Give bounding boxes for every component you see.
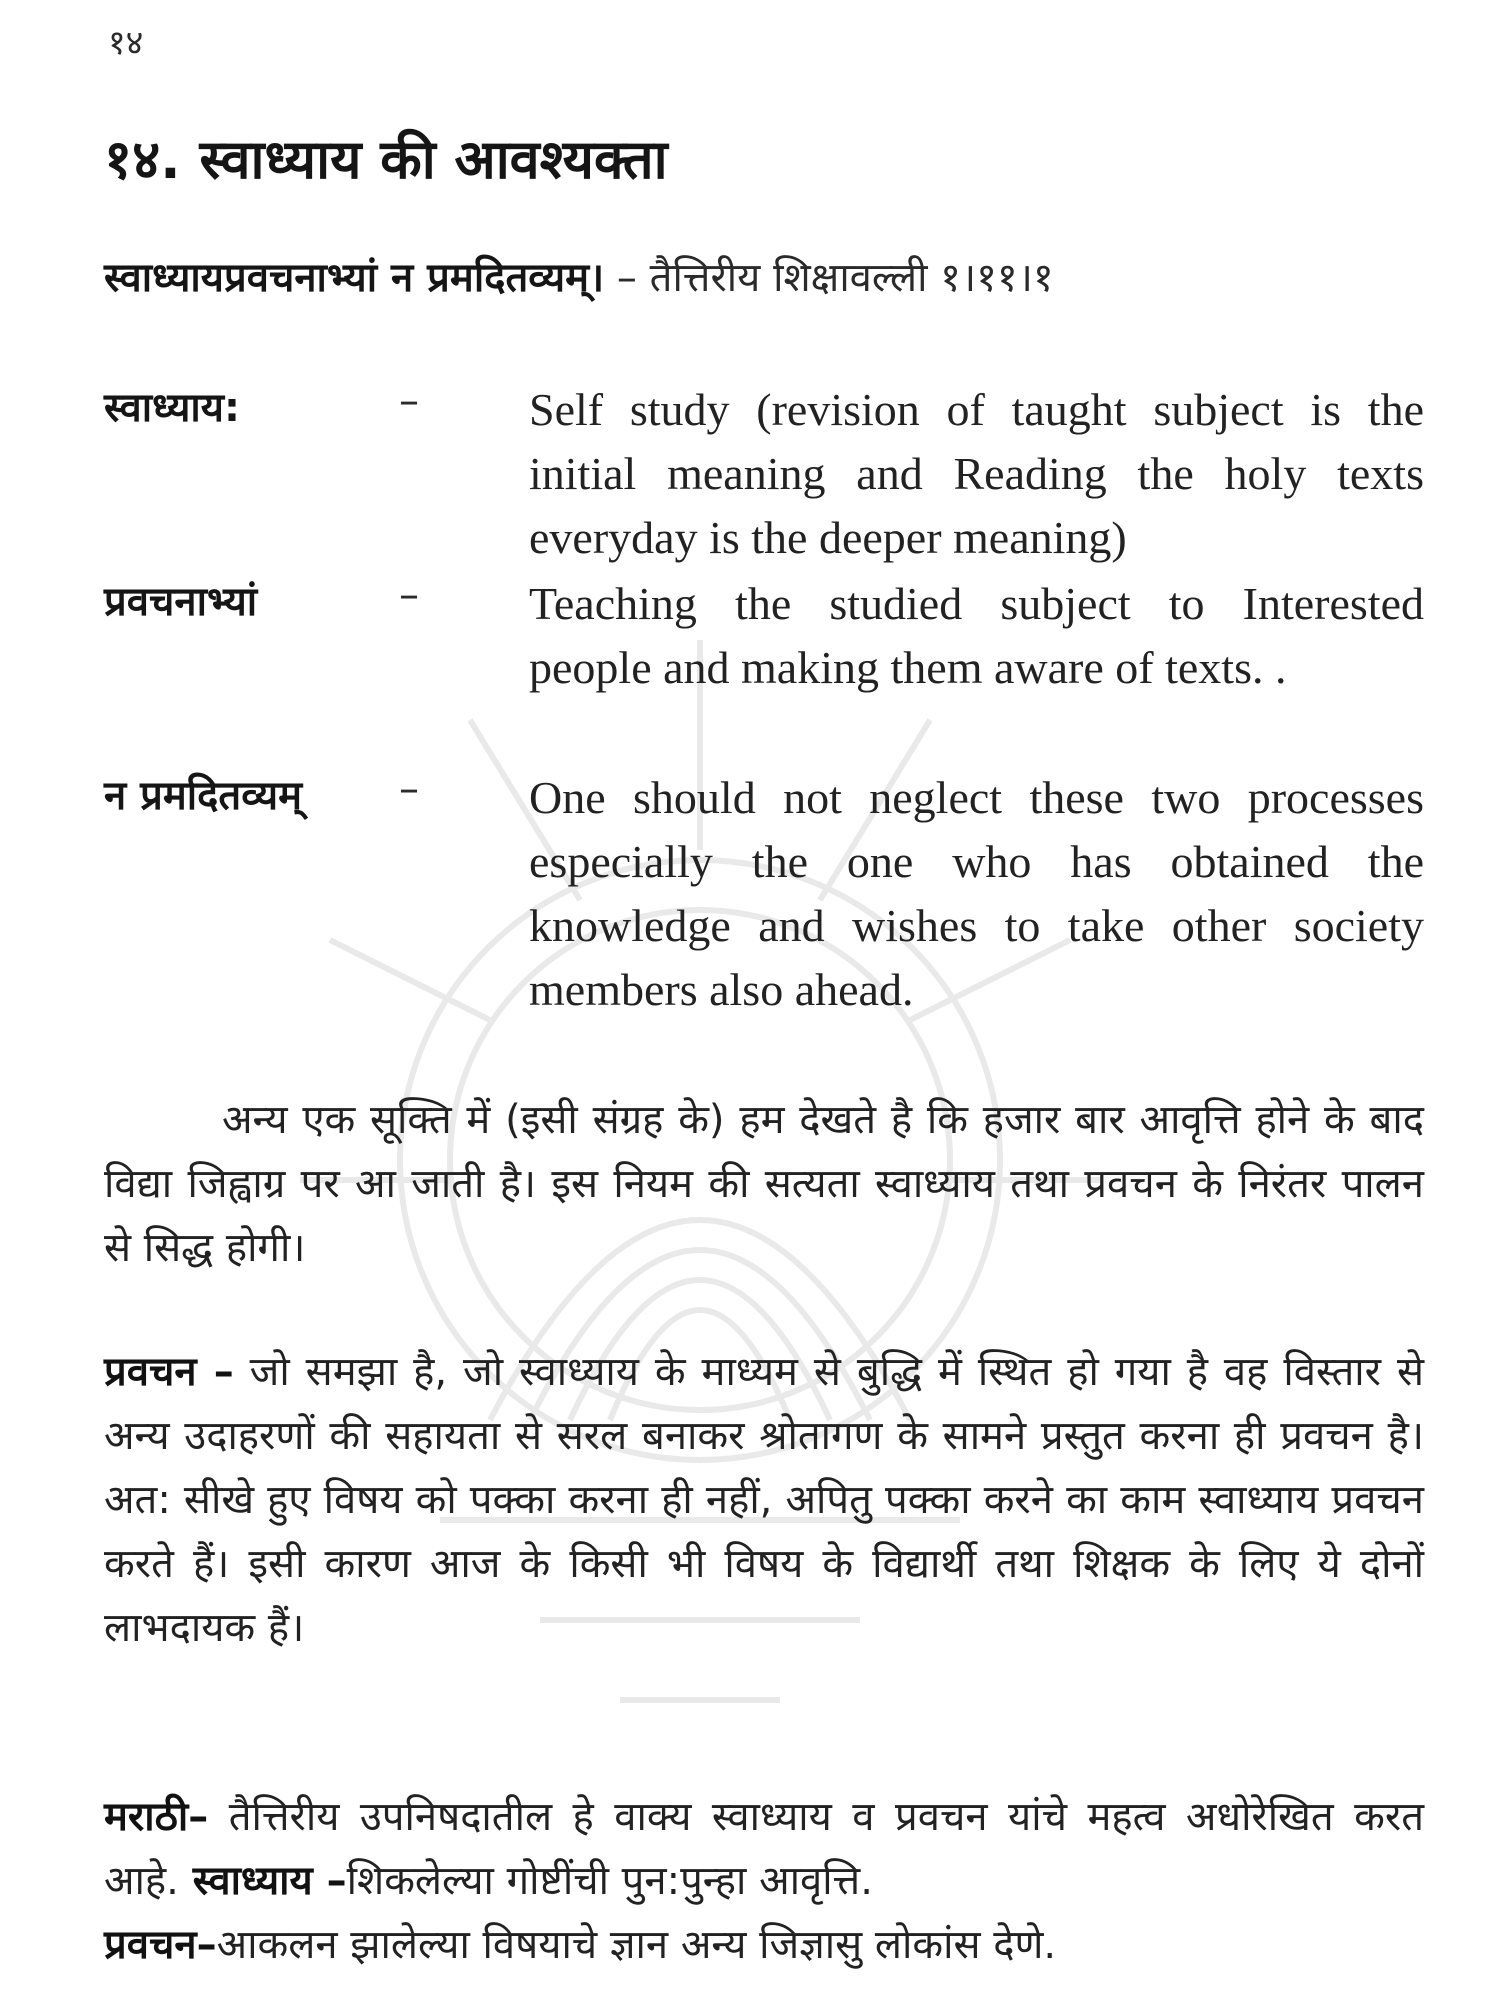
glossary-dash: –: [399, 766, 419, 812]
glossary-dash: –: [399, 378, 419, 424]
glossary-definition: Self study (revision of taught subject is the initial meaning and Reading the holy texts everyday is the deeper meaning): [529, 384, 1424, 563]
marathi-svadhyay-lead: स्वाध्याय –: [178, 1858, 347, 1904]
shloka-source: – तैत्तिरीय शिक्षावल्ली १।११।१: [604, 255, 1054, 301]
glossary-definition: One should not neglect these two processes especially the one who has obtained the knowledge and wishes to take other society members also ahead.: [529, 772, 1424, 1015]
shloka-text: स्वाध्यायप्रवचनाभ्यां न प्रमदितव्यम्।: [104, 255, 605, 301]
glossary-term: न प्रमदितव्यम्: [104, 773, 303, 819]
chapter-title: १४. स्वाध्याय की आवश्यक्ता: [104, 128, 668, 191]
glossary-term: स्वाध्याय:: [104, 385, 240, 431]
marathi-pravachan-lead: प्रवचन–: [104, 1922, 217, 1968]
paragraph-sukti: अन्य एक सूक्ति में (इसी संग्रह के) हम देखते है कि हजार बार आवृत्ति होने के बाद विद्या जिह्वाग्र पर आ जाती है। इस नियम की सत्यता स्वाध्याय तथा प्रवचन के निरंतर पालन से सिद्ध होगी।: [104, 1097, 1424, 1271]
marathi-text-2: शिकलेल्या गोष्टींची पुन:पुन्हा आवृत्ति.: [346, 1858, 873, 1904]
glossary-definition: Teaching the studied subject to Interested people and making them aware of texts. .: [529, 578, 1424, 693]
marathi-text-3: आकलन झालेल्या विषयाचे ज्ञान अन्य जिज्ञासु लोकांस देणे.: [216, 1922, 1057, 1968]
marathi-lead: मराठी–: [104, 1794, 209, 1840]
pravachan-lead: प्रवचन –: [104, 1349, 234, 1395]
pravachan-text: जो समझा है, जो स्वाध्याय के माध्यम से बुद्धि में स्थित हो गया है वह विस्तार से अन्य उदाहरणों की सहायता से सरल बनाकर श्रोतागण के सामने प्रस्तुत करना ही प्रवचन है। अत: सीखे हुए विषय को पक्का करना ही नहीं, अपितु पक्का करने का काम स्वाध्याय प्रवचन करते हैं। इसी कारण आज के किसी भी विषय के विद्यार्थी तथा शिक्षक के लिए ये दोनों लाभदायक हैं।: [104, 1349, 1424, 1651]
shloka-line: [104, 248, 1054, 303]
glossary-term: प्रवचनाभ्यां: [104, 579, 258, 625]
glossary-dash: –: [399, 572, 419, 618]
page-number: १४: [108, 23, 144, 63]
paragraph-pravachan: [104, 1340, 1424, 1660]
marathi-text-1: तैत्तिरीय उपनिषदातील हे वाक्य स्वाध्याय व प्रवचन यांचे महत्व अधोरेखित करत आहे.: [104, 1794, 1424, 1904]
paragraph-marathi: [104, 1785, 1424, 1977]
